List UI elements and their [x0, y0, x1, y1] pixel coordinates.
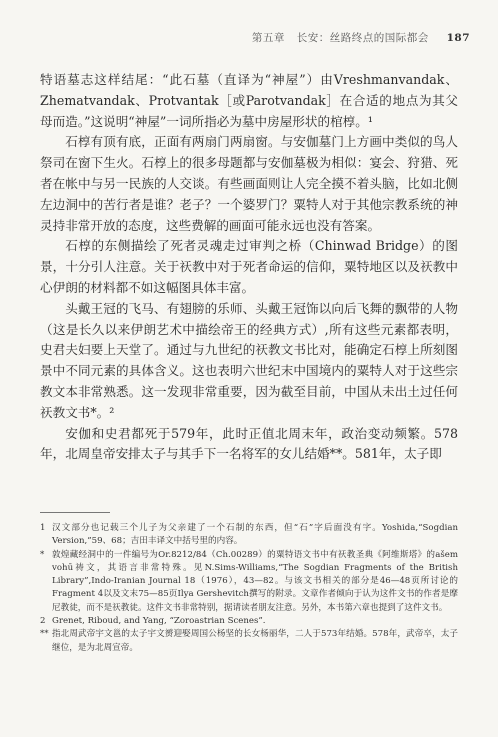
footnote	[40, 615, 458, 628]
main-text	[40, 70, 458, 465]
section-title: 长安：丝路终点的国际都会	[296, 32, 429, 44]
footnote	[40, 549, 458, 615]
footnote-text: 敦煌藏经洞中的一件编号为Or.8212/84（Ch.00289）的粟特语文书中有祆教圣典《阿维斯塔》的ašem vohū祷文，其语言非常特殊。见N.Sims-Williams,“The Sogdian Fragments of the British Library”,Indo-Iranian Journal 18（1976），43—82。与该文书相关的部分是46—48页所讨论的Fragment 4以及文末75—85页Ilya Gershevitch撰写的附录。文章作者倾向于认为这件文书的作者是摩尼教徒，而不是祆教徒。这件文书非常特别，据请读者朋友注意。另外，本书第六章也提到了这件文书。	[52, 549, 458, 613]
paragraph: 特语墓志这样结尾：“此石墓（直译为“神屋”）由Vreshmanvandak、Zhematvandak、Protvantak［或Parotvandak］在合适的地点为其父母而造。”这说明“神屋”一词所指必为墓中房屋形状的棺椁。¹	[40, 72, 458, 129]
paragraph: 石椁的东侧描绘了死者灵魂走过审判之桥（Chinwad Bridge）的图景，十分引人注意。关于祆教中对于死者命运的信仰，粟特地区以及祆教中心伊朗的材料都不如这幅图具体丰富。	[40, 238, 458, 295]
page-number: 187	[446, 32, 470, 44]
running-header	[40, 30, 470, 45]
footnote-mark: **	[40, 629, 49, 640]
paragraph: 安伽和史君都死于579年，此时正值北周末年，政治变动频繁。578年，北周皇帝安排太子与其手下一名将军的女儿结婚**。581年，太子即	[40, 425, 458, 462]
footnote-mark: *	[40, 549, 45, 560]
footnote	[40, 522, 458, 549]
footnote-text: Grenet, Riboud, and Yang, “Zoroastrian Scenes”.	[52, 616, 266, 627]
footnotes	[40, 522, 458, 655]
footnote	[40, 628, 458, 655]
footnote-mark: 1	[40, 523, 46, 533]
paragraph: 石椁有顶有底，正面有两扇门两扇窗。与安伽墓门上方画中类似的鸟人祭司在窗下生火。石椁上的很多母题都与安伽墓极为相似：宴会、狩猎、死者在帐中与另一民族的人交谈。有些画面则让人完全摸不着头脑，比如北侧左边洞中的苦行者是谁？老子？一个婆罗门？粟特人对于其他宗教系统的神灵持非常开放的态度，这些费解的画面可能永远也没有答案。	[40, 134, 458, 233]
footnote-divider	[40, 512, 110, 513]
paragraph: 头戴王冠的飞马、有翅膀的乐师、头戴王冠饰以向后飞舞的飘带的人物（这是长久以来伊朗艺术中描绘帝王的经典方式）,所有这些元素都表明，史君夫妇要上天堂了。通过与九世纪的祆教文书比对，能确定石椁上所刻图景中不同元素的具体含义。这也表明六世纪末中国境内的粟特人对于这些宗教文本非常熟悉。这一发现非常重要，因为截至目前，中国从未出土过任何祆教文书*。²	[40, 300, 458, 420]
footnote-text: 汉文部分也记载三个儿子为父亲建了一个石制的东西，但“石”字后面没有字。Yoshida,“Sogdian Version,”59、68；吉田丰译文中括号里的内容。	[52, 523, 458, 547]
chapter-label: 第五章	[251, 32, 285, 44]
footnote-text: 指北周武帝宇文邕的太子宇文赟迎娶周国公杨坚的长女杨丽华，二人于573年结婚。578年，武帝卒，太子继位，是为北周宣帝。	[52, 629, 458, 653]
footnote-mark: 2	[40, 616, 46, 627]
